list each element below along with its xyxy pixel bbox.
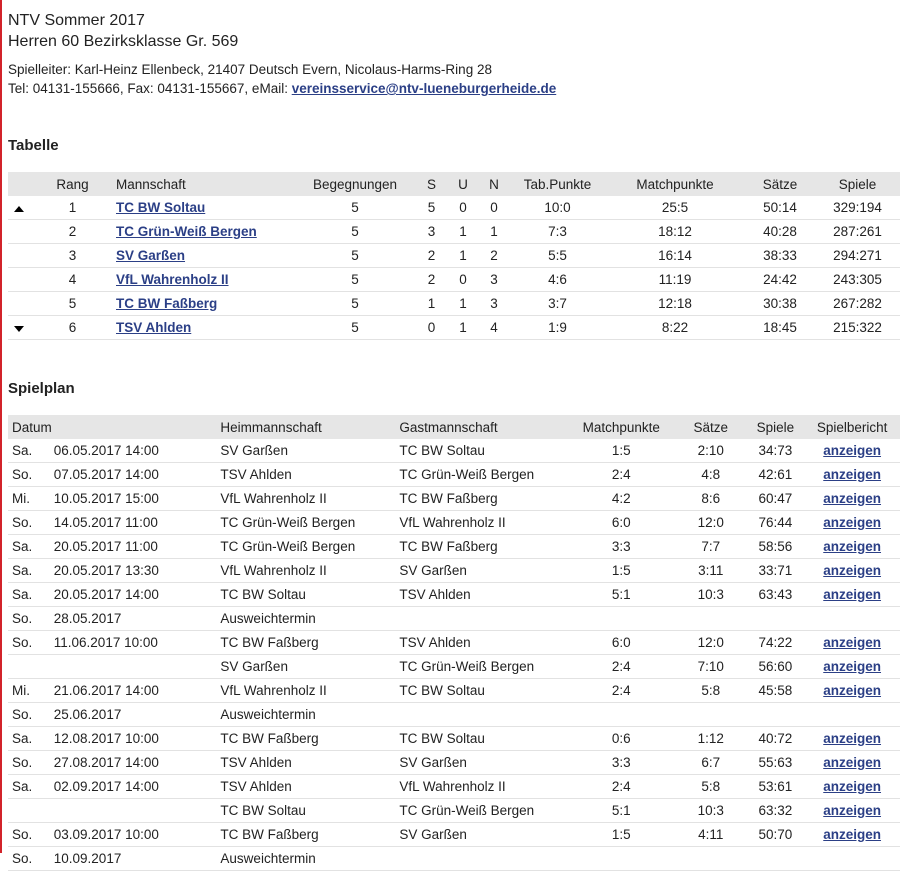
games-cell: 329:194 xyxy=(815,196,900,220)
match-points-cell: 2:4 xyxy=(567,655,675,679)
report-link[interactable]: anzeigen xyxy=(823,827,882,842)
wins-cell: 0 xyxy=(415,316,448,340)
day-cell: So. xyxy=(8,631,53,655)
home-team-cell: TC BW Faßberg xyxy=(219,727,398,751)
table-points-cell: 1:9 xyxy=(510,316,605,340)
down-arrow-icon xyxy=(14,326,24,332)
report-cell xyxy=(804,799,900,823)
table-points-cell: 10:0 xyxy=(510,196,605,220)
day-cell: Sa. xyxy=(8,439,53,463)
report-cell xyxy=(804,727,900,751)
home-team-cell: VfL Wahrenholz II xyxy=(219,679,398,703)
schedule-row xyxy=(8,583,900,607)
sets-cell: 3:11 xyxy=(675,559,747,583)
home-team-cell: TC Grün-Weiß Bergen xyxy=(219,511,398,535)
date-cell: 20.05.2017 14:00 xyxy=(53,583,220,607)
standings-col-header: Rang xyxy=(30,172,115,196)
schedule-body xyxy=(8,439,900,871)
games-cell: 40:72 xyxy=(747,727,805,751)
day-cell: Mi. xyxy=(8,487,53,511)
standings-col-header: Mannschaft xyxy=(115,172,295,196)
sets-cell: 7:10 xyxy=(675,655,747,679)
matches-cell: 5 xyxy=(295,196,415,220)
guest-team-cell: SV Garßen xyxy=(398,559,567,583)
matches-cell: 5 xyxy=(295,244,415,268)
match-points-cell: 2:4 xyxy=(567,679,675,703)
home-team-cell: Ausweichtermin xyxy=(219,703,398,727)
day-cell: Sa. xyxy=(8,535,53,559)
schedule-row xyxy=(8,799,900,823)
team-cell xyxy=(115,244,295,268)
match-points-cell: 3:3 xyxy=(567,535,675,559)
date-cell: 14.05.2017 11:00 xyxy=(53,511,220,535)
draws-cell: 0 xyxy=(448,196,478,220)
report-cell xyxy=(804,439,900,463)
draws-cell: 1 xyxy=(448,316,478,340)
leader-line: Spielleiter: Karl-Heinz Ellenbeck, 21407 Deutsch Evern, Nicolaus-Harms-Ring 28 xyxy=(8,62,492,77)
guest-team-cell xyxy=(398,847,567,871)
match-points-cell: 6:0 xyxy=(567,511,675,535)
rank-cell: 4 xyxy=(30,268,115,292)
sets-cell: 1:12 xyxy=(675,727,747,751)
standings-col-header: N xyxy=(478,172,510,196)
matches-cell: 5 xyxy=(295,292,415,316)
sets-cell: 2:10 xyxy=(675,439,747,463)
day-cell: So. xyxy=(8,463,53,487)
wins-cell: 1 xyxy=(415,292,448,316)
schedule-col-header: Matchpunkte xyxy=(567,415,675,439)
losses-cell: 4 xyxy=(478,316,510,340)
sets-cell xyxy=(675,703,747,727)
standings-col-header: Sätze xyxy=(745,172,815,196)
date-cell: 06.05.2017 14:00 xyxy=(53,439,220,463)
date-cell: 02.09.2017 14:00 xyxy=(53,775,220,799)
standings-col-header: Tab.Punkte xyxy=(510,172,605,196)
standings-body xyxy=(8,196,900,340)
games-cell: 56:60 xyxy=(747,655,805,679)
report-link[interactable]: anzeigen xyxy=(823,755,882,770)
day-cell: So. xyxy=(8,751,53,775)
schedule-row xyxy=(8,463,900,487)
sets-cell: 30:38 xyxy=(745,292,815,316)
sets-cell: 18:45 xyxy=(745,316,815,340)
schedule-row xyxy=(8,847,900,871)
home-team-cell: TSV Ahlden xyxy=(219,775,398,799)
guest-team-cell: TSV Ahlden xyxy=(398,631,567,655)
report-cell xyxy=(804,655,900,679)
schedule-col-header xyxy=(53,415,220,439)
home-team-cell: TC BW Soltau xyxy=(219,799,398,823)
games-cell: 50:70 xyxy=(747,823,805,847)
match-points-cell: 3:3 xyxy=(567,751,675,775)
date-cell: 07.05.2017 14:00 xyxy=(53,463,220,487)
home-team-cell: VfL Wahrenholz II xyxy=(219,487,398,511)
trend-cell xyxy=(8,244,30,268)
schedule-row xyxy=(8,655,900,679)
standings-col-header: Matchpunkte xyxy=(605,172,745,196)
games-cell: 58:56 xyxy=(747,535,805,559)
standings-col-header xyxy=(8,172,30,196)
team-link[interactable]: TC BW Faßberg xyxy=(116,296,218,311)
match-points-cell: 6:0 xyxy=(567,631,675,655)
sets-cell: 8:6 xyxy=(675,487,747,511)
matches-cell: 5 xyxy=(295,268,415,292)
report-cell xyxy=(804,775,900,799)
sets-cell: 4:11 xyxy=(675,823,747,847)
guest-team-cell: SV Garßen xyxy=(398,751,567,775)
date-cell: 20.05.2017 11:00 xyxy=(53,535,220,559)
report-link[interactable]: anzeigen xyxy=(823,491,882,506)
match-points-cell: 4:2 xyxy=(567,487,675,511)
date-cell: 03.09.2017 10:00 xyxy=(53,823,220,847)
day-cell: So. xyxy=(8,511,53,535)
team-link[interactable]: TC Grün-Weiß Bergen xyxy=(116,224,257,239)
match-points-cell xyxy=(567,703,675,727)
standings-row xyxy=(8,196,900,220)
team-cell xyxy=(115,220,295,244)
home-team-cell: TC Grün-Weiß Bergen xyxy=(219,535,398,559)
home-team-cell: TC BW Faßberg xyxy=(219,631,398,655)
table-points-cell: 7:3 xyxy=(510,220,605,244)
guest-team-cell: VfL Wahrenholz II xyxy=(398,775,567,799)
losses-cell: 1 xyxy=(478,220,510,244)
day-cell: Sa. xyxy=(8,583,53,607)
standings-row xyxy=(8,244,900,268)
schedule-col-header: Datum xyxy=(8,415,53,439)
guest-team-cell: VfL Wahrenholz II xyxy=(398,511,567,535)
sets-cell: 50:14 xyxy=(745,196,815,220)
report-cell xyxy=(804,583,900,607)
match-points-cell: 2:4 xyxy=(567,775,675,799)
home-team-cell: TC BW Faßberg xyxy=(219,823,398,847)
standings-row xyxy=(8,220,900,244)
matches-cell: 5 xyxy=(295,316,415,340)
guest-team-cell: TC Grün-Weiß Bergen xyxy=(398,799,567,823)
home-team-cell: VfL Wahrenholz II xyxy=(219,559,398,583)
date-cell: 10.09.2017 xyxy=(53,847,220,871)
up-arrow-icon xyxy=(14,206,24,212)
sets-cell: 5:8 xyxy=(675,679,747,703)
draws-cell: 1 xyxy=(448,244,478,268)
match-points-cell: 0:6 xyxy=(567,727,675,751)
team-link[interactable]: TSV Ahlden xyxy=(116,320,192,335)
schedule-row xyxy=(8,823,900,847)
standings-table xyxy=(8,172,900,340)
date-cell: 12.08.2017 10:00 xyxy=(53,727,220,751)
home-team-cell: TSV Ahlden xyxy=(219,751,398,775)
games-cell: 74:22 xyxy=(747,631,805,655)
date-cell xyxy=(53,799,220,823)
report-cell xyxy=(804,679,900,703)
report-link[interactable]: anzeigen xyxy=(823,635,882,650)
games-cell: 60:47 xyxy=(747,487,805,511)
report-link[interactable]: anzeigen xyxy=(823,659,882,674)
rank-cell: 5 xyxy=(30,292,115,316)
games-cell xyxy=(747,703,805,727)
losses-cell: 2 xyxy=(478,244,510,268)
report-cell xyxy=(804,703,900,727)
standings-col-header: S xyxy=(415,172,448,196)
schedule-row xyxy=(8,559,900,583)
games-cell: 76:44 xyxy=(747,511,805,535)
date-cell: 25.06.2017 xyxy=(53,703,220,727)
standings-row xyxy=(8,268,900,292)
sets-cell: 7:7 xyxy=(675,535,747,559)
guest-team-cell: TC BW Soltau xyxy=(398,727,567,751)
wins-cell: 3 xyxy=(415,220,448,244)
draws-cell: 0 xyxy=(448,268,478,292)
rank-cell: 6 xyxy=(30,316,115,340)
standings-col-header: Spiele xyxy=(815,172,900,196)
sets-cell: 10:3 xyxy=(675,583,747,607)
report-cell xyxy=(804,511,900,535)
guest-team-cell: TC BW Faßberg xyxy=(398,535,567,559)
standings-row xyxy=(8,316,900,340)
schedule-col-header: Gastmannschaft xyxy=(398,415,567,439)
games-cell xyxy=(747,847,805,871)
schedule-col-header: Spiele xyxy=(747,415,805,439)
home-team-cell: SV Garßen xyxy=(219,439,398,463)
schedule-table xyxy=(8,415,900,871)
schedule-header-row xyxy=(8,415,900,439)
guest-team-cell: TC BW Soltau xyxy=(398,679,567,703)
match-points-cell: 16:14 xyxy=(605,244,745,268)
rank-cell: 3 xyxy=(30,244,115,268)
match-points-cell: 5:1 xyxy=(567,799,675,823)
report-link[interactable]: anzeigen xyxy=(823,683,882,698)
sets-cell: 5:8 xyxy=(675,775,747,799)
schedule-row xyxy=(8,487,900,511)
games-cell: 63:32 xyxy=(747,799,805,823)
games-cell: 34:73 xyxy=(747,439,805,463)
report-cell xyxy=(804,847,900,871)
table-points-cell: 4:6 xyxy=(510,268,605,292)
report-cell xyxy=(804,559,900,583)
page-title: NTV Sommer 2017 xyxy=(8,12,145,29)
guest-team-cell xyxy=(398,703,567,727)
games-cell: 55:63 xyxy=(747,751,805,775)
match-points-cell: 12:18 xyxy=(605,292,745,316)
date-cell: 20.05.2017 13:30 xyxy=(53,559,220,583)
day-cell xyxy=(8,799,53,823)
match-points-cell: 2:4 xyxy=(567,463,675,487)
schedule-row xyxy=(8,775,900,799)
games-cell: 33:71 xyxy=(747,559,805,583)
email-link[interactable]: vereinsservice@ntv-lueneburgerheide.de xyxy=(291,81,557,96)
team-cell xyxy=(115,196,295,220)
sets-cell: 12:0 xyxy=(675,511,747,535)
match-points-cell xyxy=(567,847,675,871)
home-team-cell: TSV Ahlden xyxy=(219,463,398,487)
report-link[interactable]: anzeigen xyxy=(823,731,882,746)
home-team-cell: Ausweichtermin xyxy=(219,847,398,871)
trend-cell xyxy=(8,316,30,340)
report-cell xyxy=(804,607,900,631)
day-cell: Sa. xyxy=(8,727,53,751)
sets-cell: 40:28 xyxy=(745,220,815,244)
guest-team-cell: TC Grün-Weiß Bergen xyxy=(398,463,567,487)
table-points-cell: 5:5 xyxy=(510,244,605,268)
table-points-cell: 3:7 xyxy=(510,292,605,316)
schedule-row xyxy=(8,727,900,751)
sets-cell: 24:42 xyxy=(745,268,815,292)
games-cell: 215:322 xyxy=(815,316,900,340)
schedule-row xyxy=(8,535,900,559)
schedule-row xyxy=(8,439,900,463)
left-accent-bar xyxy=(0,0,2,853)
schedule-col-header: Heimmannschaft xyxy=(219,415,398,439)
date-cell: 11.06.2017 10:00 xyxy=(53,631,220,655)
report-link[interactable]: anzeigen xyxy=(823,563,882,578)
team-cell xyxy=(115,268,295,292)
games-cell: 287:261 xyxy=(815,220,900,244)
report-link[interactable]: anzeigen xyxy=(823,443,882,458)
team-cell xyxy=(115,292,295,316)
day-cell: Sa. xyxy=(8,559,53,583)
day-cell: So. xyxy=(8,847,53,871)
report-cell xyxy=(804,631,900,655)
standings-row xyxy=(8,292,900,316)
guest-team-cell: TC Grün-Weiß Bergen xyxy=(398,655,567,679)
contact-text: Tel: 04131-155666, Fax: 04131-155667, eMail: xyxy=(8,81,292,96)
sets-cell: 12:0 xyxy=(675,631,747,655)
draws-cell: 1 xyxy=(448,220,478,244)
report-cell xyxy=(804,823,900,847)
date-cell: 10.05.2017 15:00 xyxy=(53,487,220,511)
standings-header-row xyxy=(8,172,900,196)
day-cell: So. xyxy=(8,703,53,727)
games-cell: 45:58 xyxy=(747,679,805,703)
guest-team-cell xyxy=(398,607,567,631)
schedule-row xyxy=(8,511,900,535)
report-cell xyxy=(804,535,900,559)
report-link[interactable]: anzeigen xyxy=(823,467,882,482)
team-link[interactable]: TC BW Soltau xyxy=(116,200,206,215)
sets-cell: 4:8 xyxy=(675,463,747,487)
sets-cell: 38:33 xyxy=(745,244,815,268)
wins-cell: 5 xyxy=(415,196,448,220)
trend-cell xyxy=(8,292,30,316)
guest-team-cell: SV Garßen xyxy=(398,823,567,847)
tabelle-heading: Tabelle xyxy=(8,137,59,154)
day-cell xyxy=(8,655,53,679)
standings-col-header: U xyxy=(448,172,478,196)
team-link[interactable]: VfL Wahrenholz II xyxy=(116,272,229,287)
games-cell: 267:282 xyxy=(815,292,900,316)
schedule-row xyxy=(8,631,900,655)
report-link[interactable]: anzeigen xyxy=(823,539,882,554)
games-cell: 53:61 xyxy=(747,775,805,799)
rank-cell: 1 xyxy=(30,196,115,220)
report-cell xyxy=(804,487,900,511)
day-cell: Mi. xyxy=(8,679,53,703)
schedule-row xyxy=(8,751,900,775)
date-cell: 21.06.2017 14:00 xyxy=(53,679,220,703)
games-cell: 294:271 xyxy=(815,244,900,268)
report-cell xyxy=(804,751,900,775)
contact-info xyxy=(8,60,556,98)
report-link[interactable]: anzeigen xyxy=(823,515,882,530)
schedule-row xyxy=(8,703,900,727)
trend-cell xyxy=(8,268,30,292)
home-team-cell: TC BW Soltau xyxy=(219,583,398,607)
schedule-row xyxy=(8,679,900,703)
sets-cell xyxy=(675,607,747,631)
day-cell: Sa. xyxy=(8,775,53,799)
day-cell: So. xyxy=(8,823,53,847)
guest-team-cell: TSV Ahlden xyxy=(398,583,567,607)
schedule-row xyxy=(8,607,900,631)
report-cell xyxy=(804,463,900,487)
sets-cell xyxy=(675,847,747,871)
wins-cell: 2 xyxy=(415,244,448,268)
sets-cell: 10:3 xyxy=(675,799,747,823)
trend-cell xyxy=(8,220,30,244)
match-points-cell: 1:5 xyxy=(567,439,675,463)
date-cell: 27.08.2017 14:00 xyxy=(53,751,220,775)
guest-team-cell: TC BW Soltau xyxy=(398,439,567,463)
home-team-cell: SV Garßen xyxy=(219,655,398,679)
losses-cell: 0 xyxy=(478,196,510,220)
matches-cell: 5 xyxy=(295,220,415,244)
rank-cell: 2 xyxy=(30,220,115,244)
home-team-cell: Ausweichtermin xyxy=(219,607,398,631)
report-link[interactable]: anzeigen xyxy=(823,587,882,602)
games-cell xyxy=(747,607,805,631)
schedule-col-header: Spielbericht xyxy=(804,415,900,439)
match-points-cell xyxy=(567,607,675,631)
games-cell: 42:61 xyxy=(747,463,805,487)
match-points-cell: 25:5 xyxy=(605,196,745,220)
wins-cell: 2 xyxy=(415,268,448,292)
match-points-cell: 18:12 xyxy=(605,220,745,244)
match-points-cell: 8:22 xyxy=(605,316,745,340)
match-points-cell: 5:1 xyxy=(567,583,675,607)
report-link[interactable]: anzeigen xyxy=(823,779,882,794)
spielplan-heading: Spielplan xyxy=(8,380,75,397)
losses-cell: 3 xyxy=(478,268,510,292)
losses-cell: 3 xyxy=(478,292,510,316)
standings-col-header: Begegnungen xyxy=(295,172,415,196)
guest-team-cell: TC BW Faßberg xyxy=(398,487,567,511)
schedule-col-header: Sätze xyxy=(675,415,747,439)
team-link[interactable]: SV Garßen xyxy=(116,248,186,263)
sets-cell: 6:7 xyxy=(675,751,747,775)
league-subtitle: Herren 60 Bezirksklasse Gr. 569 xyxy=(8,33,239,50)
match-points-cell: 11:19 xyxy=(605,268,745,292)
draws-cell: 1 xyxy=(448,292,478,316)
date-cell xyxy=(53,655,220,679)
match-points-cell: 1:5 xyxy=(567,559,675,583)
contact-line xyxy=(8,79,556,98)
games-cell: 63:43 xyxy=(747,583,805,607)
team-cell xyxy=(115,316,295,340)
match-points-cell: 1:5 xyxy=(567,823,675,847)
day-cell: So. xyxy=(8,607,53,631)
games-cell: 243:305 xyxy=(815,268,900,292)
trend-cell xyxy=(8,196,30,220)
report-link[interactable]: anzeigen xyxy=(823,803,882,818)
date-cell: 28.05.2017 xyxy=(53,607,220,631)
